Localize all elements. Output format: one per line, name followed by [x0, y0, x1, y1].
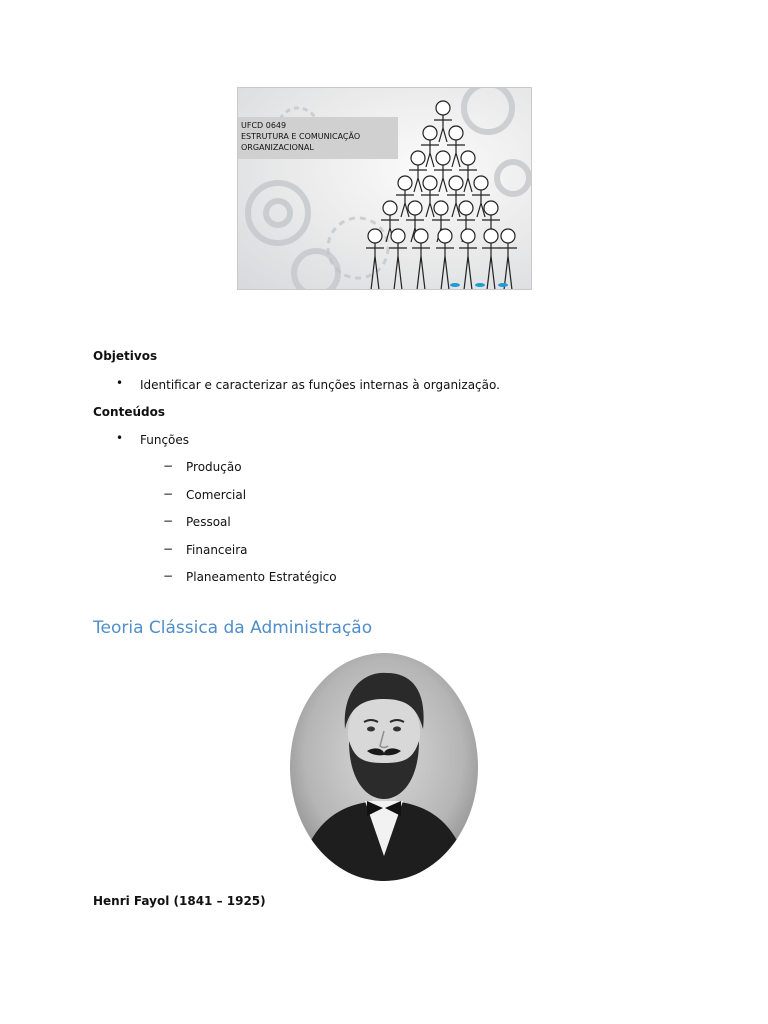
- dash-icon: −: [163, 487, 174, 501]
- objectives-heading: Objetivos: [93, 349, 158, 363]
- henri-fayol-portrait: [287, 651, 481, 884]
- section-title: Teoria Clássica da Administração: [93, 618, 373, 638]
- function-item-financeira: Financeira: [186, 543, 248, 557]
- course-banner-image: [237, 87, 532, 290]
- dash-icon: −: [163, 569, 174, 583]
- dash-icon: −: [163, 542, 174, 556]
- function-item-comercial: Comercial: [186, 488, 247, 502]
- banner-course-code: UFCD 0649: [241, 121, 287, 130]
- banner-course-title-line2: ORGANIZACIONAL: [241, 143, 314, 152]
- banner-title-box: [238, 117, 398, 159]
- function-item-pessoal: Pessoal: [186, 515, 231, 529]
- dash-icon: −: [163, 514, 174, 528]
- portrait-caption: Henri Fayol (1841 – 1925): [93, 894, 266, 908]
- objective-item: Identificar e caracterizar as funções internas à organização.: [140, 378, 500, 392]
- contents-item-funcoes: Funções: [140, 433, 190, 447]
- dash-icon: −: [163, 459, 174, 473]
- function-item-producao: Produção: [186, 460, 242, 474]
- function-item-planeamento: Planeamento Estratégico: [186, 570, 337, 584]
- bullet-icon: •: [116, 376, 124, 390]
- banner-course-title-line1: ESTRUTURA E COMUNICAÇÃO: [241, 132, 361, 141]
- contents-heading: Conteúdos: [93, 405, 165, 419]
- bullet-icon: •: [116, 431, 124, 445]
